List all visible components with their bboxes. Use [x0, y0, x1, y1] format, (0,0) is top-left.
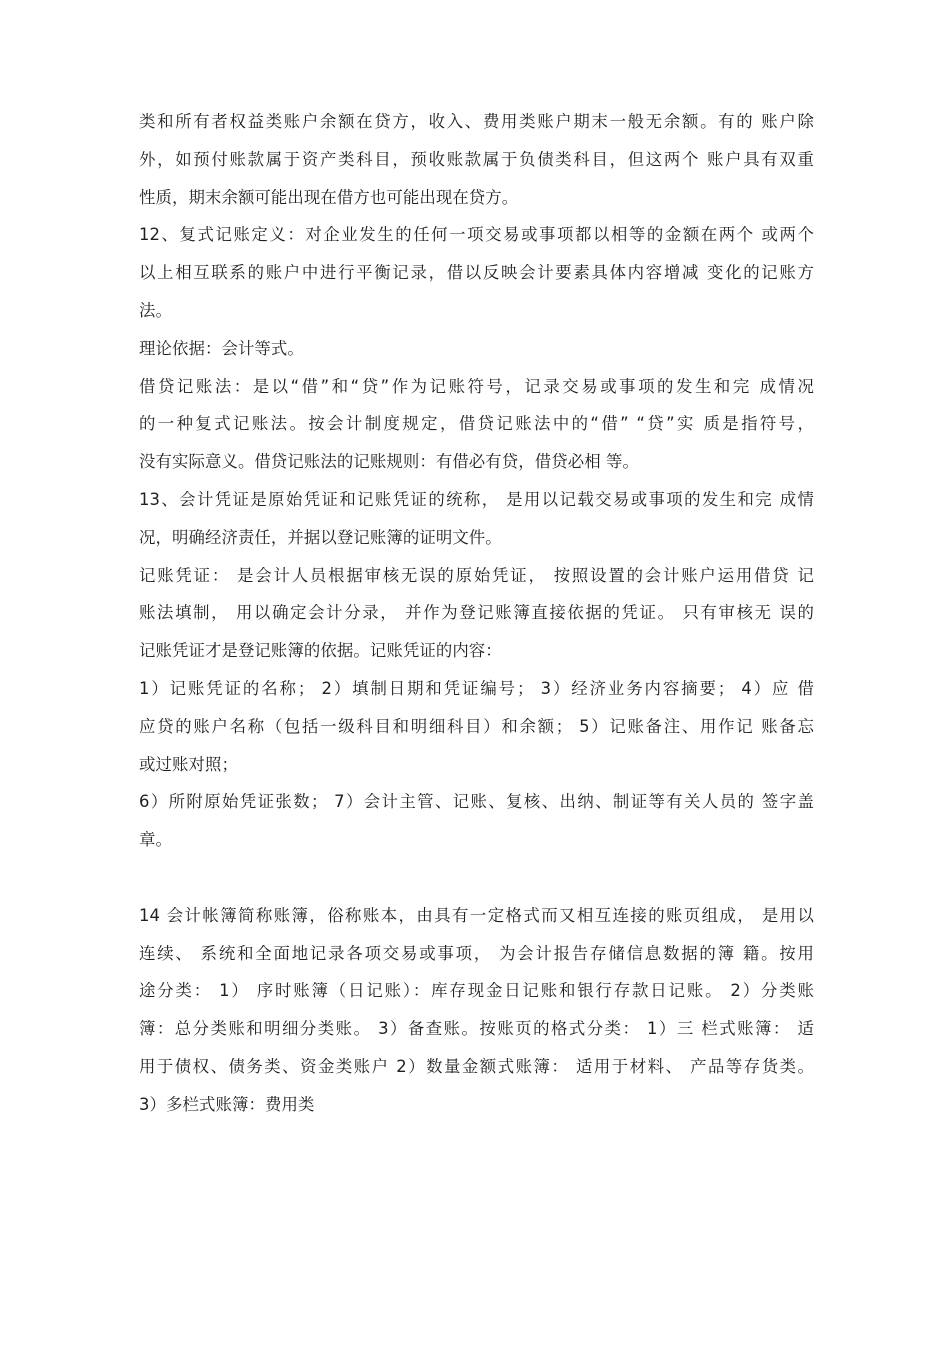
- text-line: 类和所有者权益类账户余额在贷方，收入、费用类账户期末一般无余额。有的 账户除: [139, 112, 814, 131]
- text-line: 的一种复式记账法。按会计制度规定，借贷记账法中的“借” “贷”实 质是指符号，: [139, 414, 814, 434]
- paragraph-double-entry-definition: [139, 216, 814, 329]
- text-line: 理论依据：会计等式。: [139, 338, 304, 358]
- text-line: 簿：总分类账和明细分类账。 3）备查账。按账页的格式分类： 1）三 栏式账簿： 适: [139, 1019, 814, 1039]
- paragraph-bookkeeping-voucher: [139, 557, 814, 670]
- paragraph-voucher-contents-list-1: [139, 670, 814, 783]
- text-line: 账法填制， 用以确定会计分录， 并作为登记账簿直接依据的凭证。 只有审核无 误的: [139, 603, 814, 623]
- text-line: 连续、 系统和全面地记录各项交易或事项， 为会计报告存储信息数据的簿 籍。按用: [139, 943, 814, 963]
- paragraph-voucher-contents-list-2: [139, 783, 814, 859]
- text-line: 用于债权、债务类、资金类账户 2）数量金额式账簿： 适用于材料、 产品等存货类。: [139, 1056, 814, 1076]
- text-line: 借贷记账法：是以“借”和“贷”作为记账符号，记录交易或事项的发生和完 成情况: [139, 376, 814, 396]
- text-line: 应贷的账户名称（包括一级科目和明细科目）和余额； 5）记账备注、用作记 账备忘: [139, 716, 814, 736]
- text-line: 1）记账凭证的名称； 2）填制日期和凭证编号； 3）经济业务内容摘要； 4）应 借: [139, 678, 814, 698]
- text-line: 6）所附原始凭证张数； 7）会计主管、记账、复核、出纳、制证等有关人员的 签字盖: [139, 792, 814, 812]
- text-line: 没有实际意义。借贷记账法的记账规则：有借必有贷，借贷必相 等。: [139, 452, 640, 472]
- text-line: 性质，期末余额可能出现在借方也可能出现在贷方。: [139, 187, 519, 207]
- text-line: 记账凭证才是登记账簿的依据。记账凭证的内容：: [139, 641, 502, 661]
- text-line: 14 会计帐簿简称账簿，俗称账本，由具有一定格式而又相互连接的账页组成， 是用以: [139, 905, 814, 925]
- paragraph-debit-credit-method: [139, 368, 814, 481]
- paragraph-theory-basis: [139, 330, 814, 368]
- paragraph-account-books: [139, 897, 814, 1124]
- text-line: 或过账对照；: [139, 754, 238, 774]
- text-line: 途分类： 1） 序时账簿（日记账）：库存现金日记账和银行存款日记账。 2）分类账: [139, 981, 814, 1001]
- text-line: 以上相互联系的账户中进行平衡记录，借以反映会计要素具体内容增减 变化的记账方: [139, 263, 814, 283]
- paragraph-account-balance: [139, 103, 814, 216]
- text-line: 12、复式记账定义：对企业发生的任何一项交易或事项都以相等的金额在两个 或两个: [139, 225, 814, 245]
- text-line: 法。: [139, 300, 172, 320]
- text-line: 章。: [139, 830, 172, 850]
- paragraph-accounting-voucher: [139, 481, 814, 557]
- text-line: 13、会计凭证是原始凭证和记账凭证的统称， 是用以记载交易或事项的发生和完 成情: [139, 489, 814, 509]
- paragraph-spacer: [139, 859, 814, 897]
- text-line: 记账凭证： 是会计人员根据审核无误的原始凭证， 按照设置的会计账户运用借贷 记: [139, 565, 814, 585]
- text-line: 外，如预付账款属于资产类科目，预收账款属于负债类科目，但这两个 账户具有双重: [139, 149, 814, 169]
- text-line: 3）多栏式账簿：费用类: [139, 1094, 315, 1114]
- text-line: 况，明确经济责任，并据以登记账簿的证明文件。: [139, 527, 502, 547]
- document-page: [139, 103, 814, 1124]
